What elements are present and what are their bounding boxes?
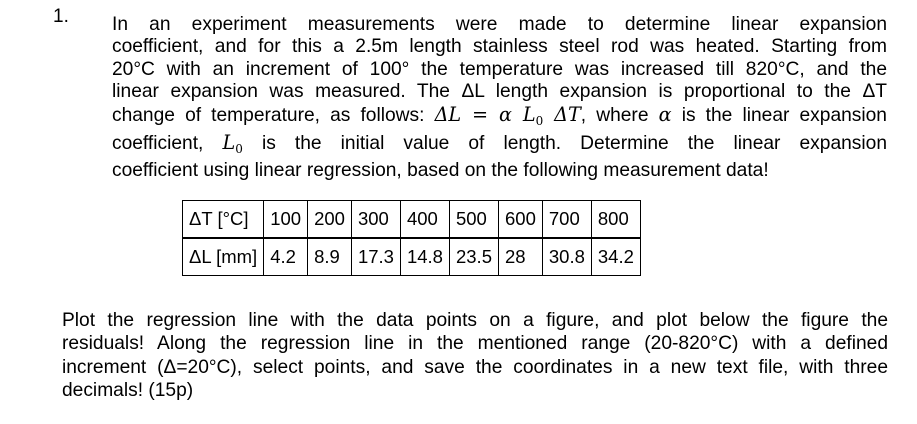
- table-cell: 34.2: [591, 238, 640, 276]
- table-cell: 17.3: [351, 238, 400, 276]
- table-cell: 600: [499, 201, 543, 239]
- table-row-header: ΔT [°C]: [183, 201, 264, 239]
- statement-line: coefficient, and for this a 2.5m length stainless steel rod was heated. Starting from: [112, 36, 887, 58]
- statement-line: linear expansion was measured. The ΔL length expansion is proportional to the ΔT: [112, 81, 887, 103]
- statement-line-formula: [112, 104, 887, 132]
- task-line: residuals! Along the regression line in the mentioned range (20-820°C) with a defined: [62, 333, 888, 355]
- statement-text: change of temperature, as follows:: [112, 104, 435, 126]
- statement-line-symbol: [112, 132, 887, 160]
- formula: ΔL = α $L_0$ ΔT: [434, 102, 581, 128]
- table-cell: 14.8: [400, 238, 449, 276]
- table-cell: 28: [499, 238, 543, 276]
- table-row-header: ΔL [mm]: [183, 238, 264, 276]
- item-number: 1.: [53, 6, 69, 27]
- table-cell: 8.9: [308, 238, 352, 276]
- l0-symbol: $L_0$: [222, 131, 243, 157]
- table-cell: 200: [308, 201, 352, 239]
- problem-statement: [112, 14, 887, 183]
- table-cell: 100: [264, 201, 308, 239]
- statement-text: coefficient,: [112, 133, 223, 155]
- table-cell: 4.2: [264, 238, 308, 276]
- table-cell: 23.5: [449, 238, 498, 276]
- table-cell: 800: [591, 201, 640, 239]
- table-cell: 500: [449, 201, 498, 239]
- table-cell: 700: [542, 201, 591, 239]
- statement-line: coefficient using linear regression, based on the following measurement data!: [112, 160, 769, 182]
- table-cell: 30.8: [542, 238, 591, 276]
- alpha-symbol: α: [658, 102, 672, 126]
- measurement-table: [182, 200, 641, 276]
- statement-text: is the linear expansion: [671, 104, 887, 126]
- task-line: Plot the regression line with the data points on a figure, and plot below the figure the: [62, 310, 888, 331]
- table-row-delta-t: [183, 201, 641, 239]
- table-cell: 300: [351, 201, 400, 239]
- table-cell: 400: [400, 201, 449, 239]
- task-line: increment (Δ=20°C), select points, and save the coordinates in a new text file, with three: [62, 356, 888, 378]
- statement-text: is the initial value of length. Determine the linear expansion: [242, 133, 887, 155]
- table-row-delta-l: [183, 238, 641, 276]
- statement-line: 20°C with an increment of 100° the temperature was increased till 820°C, and the: [112, 58, 887, 80]
- statement-text: , where: [580, 104, 659, 126]
- task-line: decimals! (15p): [62, 380, 194, 402]
- task-instructions: [62, 309, 888, 403]
- statement-line: In an experiment measurements were made to determine linear expansion: [112, 14, 887, 35]
